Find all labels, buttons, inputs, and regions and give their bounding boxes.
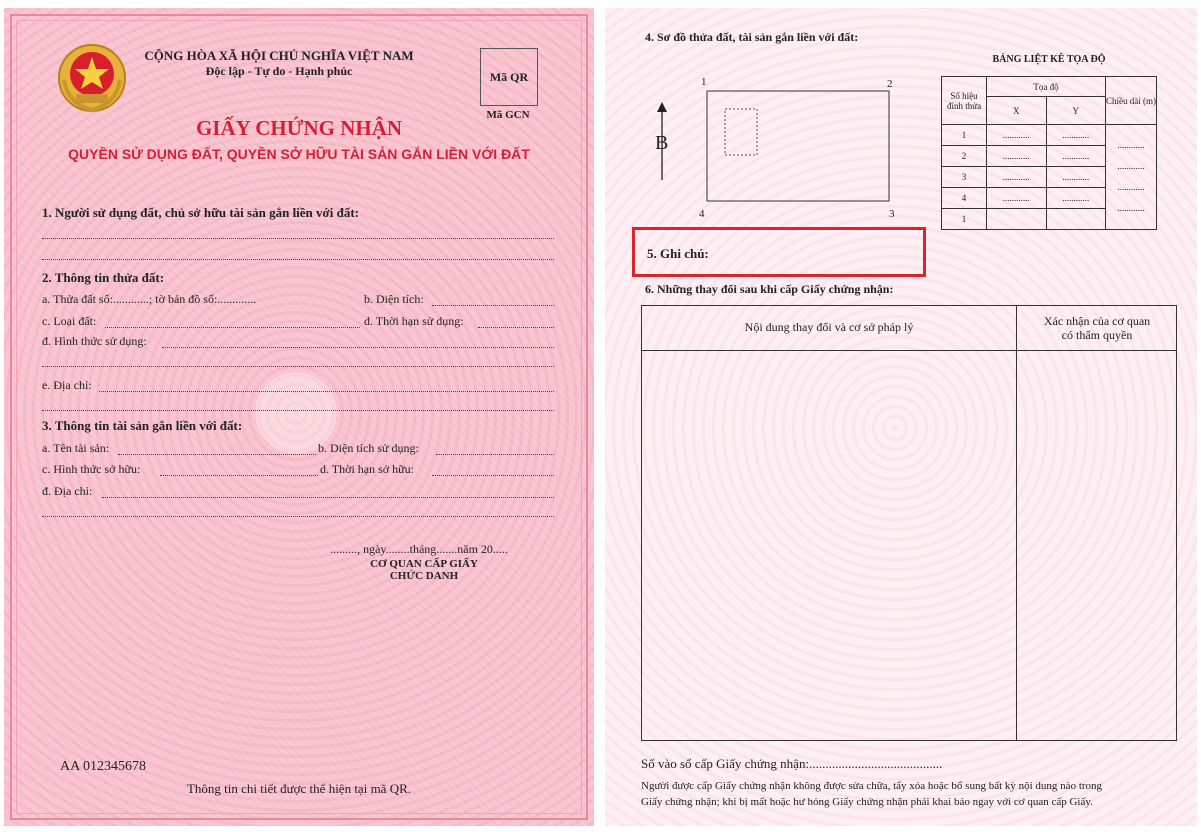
cell-y: ............ (1046, 167, 1106, 188)
cell-point: 4 (942, 188, 987, 209)
section3-heading: 3. Thông tin tài sản gắn liền với đất: (42, 418, 243, 433)
notice-line1: Người được cấp Giấy chứng nhận không được sửa chữa, tẩy xóa hoặc bổ sung bất kỳ nội dung nào trong (641, 780, 1103, 792)
corner-label: 1 (701, 76, 707, 88)
ownership-form-field: c. Hình thức sở hữu: (42, 462, 141, 476)
parcel-outline (707, 91, 889, 201)
col-header-x: X (987, 97, 1047, 125)
cell-y: ............ (1046, 188, 1106, 209)
asset-address-field: đ. Địa chỉ: (42, 484, 93, 498)
cell-y: ............ (1046, 125, 1106, 146)
cell-point: 1 (942, 209, 987, 230)
corner-label: 4 (699, 208, 705, 220)
col-header-coordinates: Tọa độ (987, 77, 1106, 97)
blank-line (478, 327, 554, 328)
blank-line (105, 327, 360, 328)
blank-line (42, 238, 554, 239)
section2-heading: 2. Thông tin thửa đất: (42, 270, 165, 285)
national-motto: Độc lập - Tự do - Hạnh phúc (205, 64, 353, 78)
qr-label: Mã QR (489, 70, 529, 84)
national-emblem-icon (56, 42, 128, 114)
corner-label: 3 (889, 208, 895, 220)
length-value: ............ (1117, 161, 1145, 171)
parcel-diagram (645, 74, 905, 224)
blank-line (160, 475, 318, 476)
usage-area-field: b. Diện tích sử dụng: (318, 441, 419, 455)
confirmation-col-header-line2: có thẩm quyền (1061, 328, 1133, 342)
page-title: GIẤY CHỨNG NHẬN (195, 116, 403, 140)
confirmation-col-header-line1: Xác nhận của cơ quan (1043, 314, 1151, 328)
asset-name-field: a. Tên tài sản: (42, 441, 110, 455)
registry-number-line: Số vào sổ cấp Giấy chứng nhận:......................................... (641, 756, 943, 771)
section5-heading: 5. Ghi chú: (647, 246, 709, 261)
section4-heading: 4. Sơ đồ thửa đất, tài sản gắn liền với đất: (645, 30, 859, 44)
certificate-back-page (605, 8, 1197, 826)
blank-line (42, 516, 554, 517)
blank-line (102, 497, 554, 498)
certificate-serial-number: AA 012345678 (60, 759, 146, 774)
qr-info-footer: Thông tin chi tiết được thể hiện tại mã QR. (186, 781, 412, 796)
coordinate-table-title: BẢNG LIỆT KÊ TỌA ĐỘ (992, 54, 1106, 65)
page-subtitle: QUYỀN SỬ DỤNG ĐẤT, QUYỀN SỞ HỮU TÀI SẢN GẮN LIỀN VỚI ĐẤT (68, 146, 530, 162)
blank-line (162, 347, 554, 348)
address-field: e. Địa chỉ: (42, 378, 92, 392)
col-header-point: Số hiệu đỉnh thửa (942, 77, 987, 125)
cell-point: 2 (942, 146, 987, 167)
changes-col-header: Nội dung thay đổi và cơ sở pháp lý (744, 320, 914, 334)
cell-lengths (1106, 125, 1157, 230)
blank-line (432, 305, 554, 306)
blank-line (42, 366, 554, 367)
issuing-authority: CƠ QUAN CẤP GIẤY (370, 558, 478, 570)
cell-x: ............ (987, 146, 1047, 167)
notice-line2: Giấy chứng nhận; khi bị mất hoặc hư hỏng Giấy chứng nhận phải khai báo ngay với cơ quan cấp Giấy. (641, 796, 1093, 808)
signer-position: CHỨC DANH (389, 570, 459, 582)
area-field: b. Diện tích: (364, 292, 424, 306)
section1-heading: 1. Người sử dụng đất, chủ sở hữu tài sản gắn liền với đất: (42, 205, 359, 220)
usage-form-field: đ. Hình thức sử dụng: (42, 334, 147, 348)
blank-line (118, 454, 316, 455)
column-divider (1016, 306, 1017, 740)
land-type-field: c. Loại đất: (42, 314, 97, 328)
length-value: ............ (1117, 182, 1145, 192)
cell-x (987, 209, 1047, 230)
signing-date-line: ........., ngày........tháng.......năm 20..... (330, 542, 508, 556)
certificate-front-page (4, 8, 594, 826)
cell-x: ............ (987, 125, 1047, 146)
cell-point: 3 (942, 167, 987, 188)
corner-label: 2 (887, 78, 893, 90)
ownership-term-field: d. Thời hạn sở hữu: (320, 462, 414, 476)
changes-table (641, 305, 1177, 741)
blank-line (436, 454, 554, 455)
cell-y: ............ (1046, 146, 1106, 167)
section6-heading: 6. Những thay đổi sau khi cấp Giấy chứng nhận: (645, 282, 894, 296)
header-divider (642, 350, 1176, 351)
north-label: B (655, 132, 669, 154)
col-header-length: Chiều dài (m) (1106, 77, 1157, 125)
cell-point: 1 (942, 125, 987, 146)
table-row (942, 125, 1157, 146)
republic-name: CỘNG HÒA XÃ HỘI CHỦ NGHĨA VIỆT NAM (144, 48, 414, 63)
gcn-label: Mã GCN (486, 109, 530, 121)
length-value: ............ (1117, 140, 1145, 150)
cell-x: ............ (987, 167, 1047, 188)
blank-line (99, 391, 554, 392)
cell-y (1046, 209, 1106, 230)
length-value: ............ (1117, 203, 1145, 213)
col-header-y: Y (1046, 97, 1106, 125)
usage-term-field: d. Thời hạn sử dụng: (364, 314, 464, 328)
qr-code-box (480, 48, 538, 106)
blank-line (432, 475, 554, 476)
parcel-number-field: a. Thửa đất số:............; tờ bản đồ số:............. (42, 292, 257, 306)
building-footprint (725, 109, 757, 155)
cell-x: ............ (987, 188, 1047, 209)
blank-line (42, 259, 554, 260)
blank-line (42, 410, 554, 411)
coordinate-table (941, 76, 1157, 230)
